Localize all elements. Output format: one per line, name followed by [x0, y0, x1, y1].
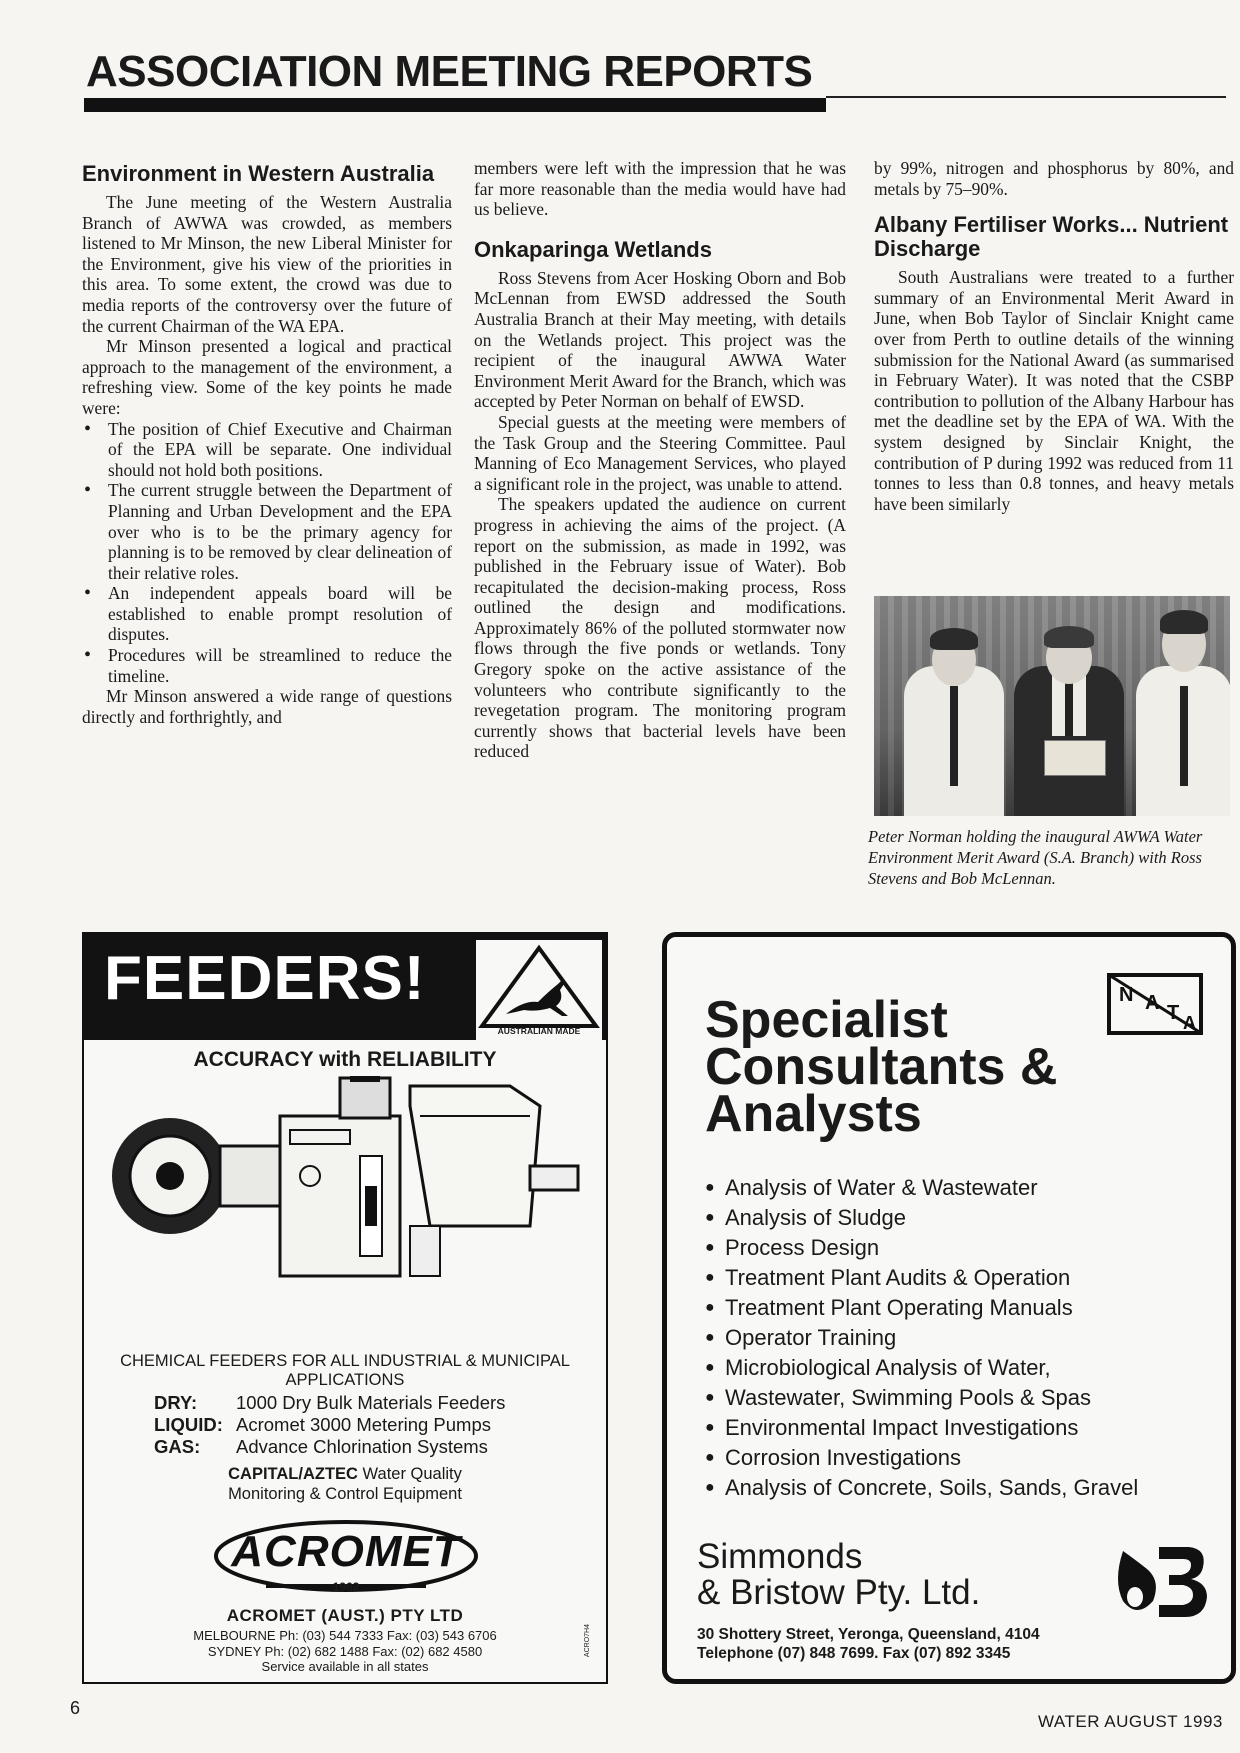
header-rule-thin: [826, 96, 1226, 98]
paragraph: Mr Minson presented a logical and practical approach to the management of the environment, a refreshing view. Some of the key points he made were:: [82, 336, 452, 418]
paragraph: members were left with the impression that he was far more reasonable than the media would have had us believe.: [474, 158, 846, 220]
service-item: ● Analysis of Water & Wastewater: [705, 1173, 1205, 1203]
bullet-list: [82, 419, 452, 687]
nata-logo-icon: [1105, 969, 1205, 1039]
header-rule-thick: [84, 98, 826, 112]
services-list: [705, 1173, 1205, 1503]
svg-text:A: A: [1183, 1013, 1196, 1033]
company-name-line2: & Bristow Pty. Ltd.: [697, 1573, 981, 1612]
feeders-title: FEEDERS!: [104, 944, 426, 1013]
service-item: ● Treatment Plant Audits & Operation: [705, 1263, 1205, 1293]
spec-label: LIQUID:: [154, 1414, 223, 1435]
person-left: [904, 596, 1004, 816]
company-name-line1: Simmonds: [697, 1537, 863, 1576]
paragraph: The June meeting of the Western Australia Branch of AWWA was crowded, as members listened to Mr Minson, the new Liberal Minister for the Environment, give his view of the priorities in this area. To some extent, the crowd was due to media reports of the controversy over the future of the current Chairman of the WA EPA.: [82, 192, 452, 336]
address-block: [697, 1625, 1040, 1663]
person-center: [1014, 596, 1124, 816]
metering-pump-illustration: [110, 1076, 580, 1286]
column-3: [874, 158, 1234, 514]
sb-logo-icon: [1103, 1541, 1213, 1621]
photo-caption: Peter Norman holding the inaugural AWWA Water Environment Merit Award (S.A. Branch) with Ross Stevens and Bob McLennan.: [868, 827, 1203, 888]
service-note: Service available in all states: [261, 1659, 429, 1674]
service-item: ● Environmental Impact Investigations: [705, 1413, 1205, 1443]
article-heading: Environment in Western Australia: [82, 161, 435, 186]
specialist-advertisement: [662, 932, 1236, 1684]
company-name: ACROMET (AUST.) PTY LTD: [226, 1606, 464, 1625]
spec-value: Advance Chlorination Systems: [236, 1436, 488, 1457]
list-item: • An independent appeals board will be established to enable prompt resolution of disputes.: [82, 583, 452, 645]
list-item: • Procedures will be streamlined to reduce the timeline.: [82, 645, 452, 686]
capital-aztec-line2: Monitoring & Control Equipment: [228, 1485, 462, 1503]
paragraph: Ross Stevens from Acer Hosking Oborn and Bob McLennan from EWSD addressed the South Australia Branch at their May meeting, with details on the Wetlands project. This project was the recipient of the inaugural AWWA Water Environment Merit Award for the Branch, which was accepted by Peter Norman on behalf of EWSD.: [474, 267, 846, 412]
service-item: ● Analysis of Sludge: [705, 1203, 1205, 1233]
feeders-advertisement: [82, 932, 608, 1684]
publication-footer: WATER AUGUST 1993: [1038, 1712, 1223, 1731]
acromet-logo: [196, 1516, 496, 1606]
capital-aztec-brand: CAPITAL/AZTEC: [228, 1465, 358, 1483]
feeder-specs: [154, 1392, 505, 1458]
ad-code: ACRO7H4: [584, 1624, 591, 1658]
spec-label: DRY:: [154, 1392, 198, 1413]
capital-aztec-line: [84, 1464, 606, 1504]
paragraph: South Australians were treated to a further summary of an Environmental Merit Award in June, when Bob Taylor of Sinclair Knight came over from Perth to outline details of the winning submission for the National Award (as summarised in February Water). It was noted that the CSBP contribution to pollution of the Albany Harbour has met the deadline set by the EPA of WA. With the system designed by Sinclair Knight, the contribution of P during 1992 was reduced from 11 tonnes to less than 0.8 tonnes, and heavy metals have been similarly: [874, 267, 1234, 514]
kangaroo-triangle-icon: [476, 940, 602, 1040]
service-item: ● Microbiological Analysis of Water,: [705, 1353, 1205, 1383]
phone-fax: Telephone (07) 848 7699. Fax (07) 892 3345: [697, 1645, 1011, 1662]
article-heading: Onkaparinga Wetlands: [474, 236, 712, 262]
page-number: 6: [70, 1698, 81, 1718]
service-item: ● Process Design: [705, 1233, 1205, 1263]
capital-aztec-text: Water Quality: [357, 1465, 462, 1483]
street-address: 30 Shottery Street, Yeronga, Queensland, 4104: [697, 1626, 1040, 1643]
spec-value: Acromet 3000 Metering Pumps: [236, 1414, 492, 1435]
award-photo: [874, 596, 1230, 816]
specialist-title: Specialist Consultants & Analysts: [705, 991, 1058, 1143]
paragraph: The speakers updated the audience on current progress in achieving the aims of the project. (A report on the submission, as made in 1992, was published in the February issue of Water). Bob recapitulated the decision-making process, Ross outlined the design and modifications. Approximately 86% of the polluted stormwater now flows through the five ponds or wetlands. Tony Gregory spoke on the active assistance of the volunteers who contribute significantly to the revegetation program. The monitoring program currently shows that bacterial levels have been reduced: [474, 494, 846, 762]
australian-made-label: AUSTRALIAN MADE: [497, 1026, 581, 1036]
person-right: [1136, 596, 1230, 816]
column-1: [82, 158, 452, 727]
acromet-wordmark: ACROMET: [231, 1527, 461, 1576]
page-title: ASSOCIATION MEETING REPORTS: [86, 47, 813, 96]
acromet-year: 1962: [332, 1580, 360, 1594]
list-item: • The current struggle between the Department of Planning and Urban Development and the EPA over who is to be the primary agency for planning is to be removed by clear delineation of their relative roles.: [82, 480, 452, 583]
sydney-contact: SYDNEY Ph: (02) 682 1488 Fax: (02) 682 4580: [207, 1643, 483, 1659]
spec-label: GAS:: [154, 1436, 201, 1457]
melbourne-contact: MELBOURNE Ph: (03) 544 7333 Fax: (03) 543 6706: [193, 1628, 497, 1643]
service-item: ● Wastewater, Swimming Pools & Spas: [705, 1383, 1205, 1413]
australian-made-logo: [476, 940, 602, 1040]
column-2: [474, 158, 846, 762]
service-item: ● Operator Training: [705, 1323, 1205, 1353]
paragraph: Mr Minson answered a wide range of questions directly and forthrightly, and: [82, 686, 452, 727]
svg-text:N: N: [1119, 984, 1134, 1006]
svg-text:A: A: [1145, 992, 1160, 1014]
svg-text:T: T: [1167, 1002, 1180, 1024]
list-item: • The position of Chief Executive and Chairman of the EPA will be separate. One individual should not hold both positions.: [82, 419, 452, 481]
article-heading: Albany Fertiliser Works... Nutrient Discharge: [874, 212, 1229, 262]
spec-value: 1000 Dry Bulk Materials Feeders: [236, 1392, 506, 1413]
paragraph: Special guests at the meeting were members of the Task Group and the Steering Committee. Paul Manning of Eco Management Services, who played a significant role in the project, was unable to attend.: [474, 411, 846, 494]
service-item: ● Treatment Plant Operating Manuals: [705, 1293, 1205, 1323]
feeders-tagline: ACCURACY with RELIABILITY: [193, 1048, 497, 1071]
service-item: ● Analysis of Concrete, Soils, Sands, Gravel: [705, 1473, 1205, 1503]
contact-details: [84, 1628, 606, 1675]
paragraph: by 99%, nitrogen and phosphorus by 80%, and metals by 75–90%.: [874, 158, 1234, 199]
company-name: [697, 1539, 980, 1611]
chemical-feeders-line: CHEMICAL FEEDERS FOR ALL INDUSTRIAL & MUNICIPAL APPLICATIONS: [120, 1352, 570, 1389]
service-item: ● Corrosion Investigations: [705, 1443, 1205, 1473]
